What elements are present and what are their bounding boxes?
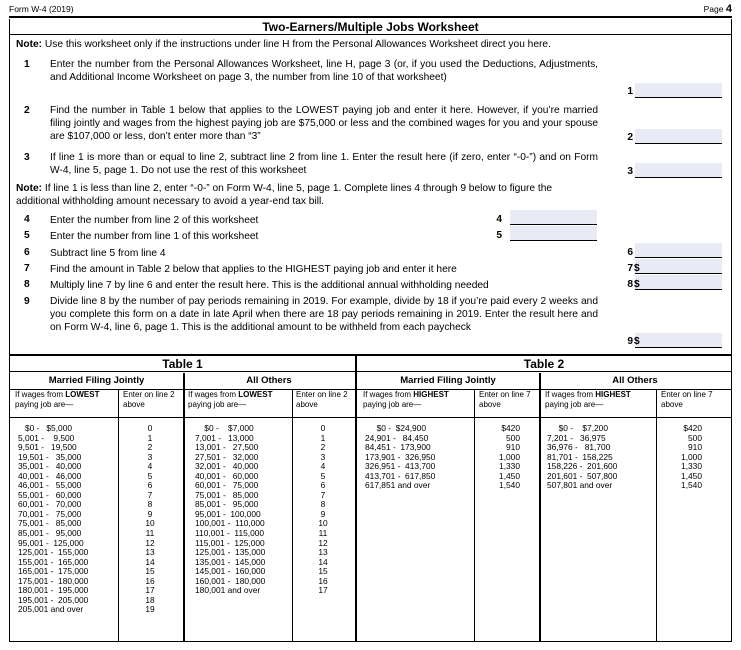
line-number: 5: [24, 230, 30, 241]
line-9-text: Divide line 8 by the number of pay periods remaining in 2019. For example, divide by 18 if you’re paid every 2 weeks and you complete this form on a date in late April when there are 18 pay periods remaining in 2019. Enter the result here and on Form W-4, line 6, page 1. This is the additional amount to be withheld from each paycheck: [50, 296, 598, 333]
line-number: 2: [24, 105, 30, 116]
table-1-mfj-wages: $0 - $5,000 5,001 - 9,500 9,501 - 19,500 19,501 - 35,000 35,001 - 40,000 40,001 - 46,000 46,001 - 55,000 55,001 - 60,000 60,001 - 70,000 70,001 - 75,000 75,001 - 85,000 85,001 - 95,000 95,001 - 125,000 125,001 - 155,000 155,001 - 165,000 165,001 - 175,000 175,001 - 180,000 180,001 - 195,000 195,001 - 205,000 205,001 and over: [18, 423, 89, 615]
table-1-mfj-wage-header: If wages from LOWEST paying job are—: [15, 390, 100, 409]
table-2-others-wage-header: If wages from HIGHEST paying job are—: [545, 390, 631, 409]
worksheet-title: Two-Earners/Multiple Jobs Worksheet: [10, 19, 731, 35]
table-2-others-values: $420 500 910 1,000 1,330 1,450 1,540: [681, 423, 702, 491]
dollar-sign: $: [634, 336, 640, 347]
line-9-input[interactable]: [635, 333, 722, 348]
table-2-mfj-heading: Married Filing Jointly: [400, 375, 496, 386]
table-1-mfj-heading: Married Filing Jointly: [48, 375, 145, 386]
line-number: 3: [24, 152, 30, 163]
table-1-others-wages: $0 - $7,000 7,001 - 13,000 13,001 - 27,500 27,501 - 32,000 32,001 - 40,000 40,001 - 60,000 60,001 - 75,000 75,001 - 85,000 85,001 - 95,000 95,001 - 100,000 100,001 - 110,000 110,001 - 115,000 115,001 - 125,000 125,001 - 135,000 135,001 - 145,000 145,001 - 160,000 160,001 - 180,000 180,001 and over: [195, 423, 266, 596]
line-3-input[interactable]: [635, 163, 722, 178]
table-divider: [355, 356, 357, 641]
table-2-mfj-enter-header: Enter on line 7 above: [479, 390, 531, 409]
line-number: 1: [24, 59, 30, 70]
line-number: 8: [24, 279, 30, 290]
table-2-mfj-wage-header: If wages from HIGHEST paying job are—: [363, 390, 449, 409]
rule: [474, 390, 475, 641]
line-3-label: 3: [627, 166, 633, 177]
table-1-others-enter-header: Enter on line 2 above: [296, 390, 348, 409]
line-number: 4: [24, 214, 30, 225]
line-number: 7: [24, 263, 30, 274]
table-2-mfj-wages: $0 - $24,900 24,901 - 84,450 84,451 - 173,900 173,901 - 326,950 326,951 - 413,700 413,701 - 617,850 617,851 and over: [365, 423, 436, 491]
rule: [357, 417, 731, 418]
table-1-others-wage-header: If wages from LOWEST paying job are—: [188, 390, 273, 409]
line-1-text: Enter the number from the Personal Allowances Worksheet, line H, page 3 (or, if you used the Deductions, Adjustments, and Additional Income Worksheet on page 3, the number from line 10 of that worksheet): [50, 59, 598, 83]
table-1-title: Table 1: [10, 356, 355, 372]
line-2-text: Find the number in Table 1 below that applies to the LOWEST paying job and enter it here. However, if you’re married filing jointly and wages from the highest paying job are $75,000 or less and the combined wages for you and your spouse are $107,000 or less, don’t enter more than “3”: [50, 105, 598, 142]
line-6-input[interactable]: [635, 243, 722, 258]
line-number: 6: [24, 247, 30, 258]
line-5-label: 5: [496, 230, 502, 241]
line-number: 9: [24, 296, 30, 307]
rule: [656, 390, 657, 641]
page-number: Page 4: [703, 3, 732, 15]
line-5-text: Enter the number from line 1 of this worksheet: [50, 231, 259, 242]
line-6-text: Subtract line 5 from line 4: [50, 248, 166, 259]
line-7-input[interactable]: [635, 259, 722, 274]
table-2-title: Table 2: [357, 356, 731, 372]
rule: [539, 373, 541, 641]
line-8-text: Multiply line 7 by line 6 and enter the result here. This is the additional annual withholding needed: [50, 280, 489, 291]
line-5-input[interactable]: [510, 226, 597, 241]
line-9-label: 9: [627, 336, 633, 347]
line-2-input[interactable]: [635, 129, 722, 144]
note-top: Note: Use this worksheet only if the instructions under line H from the Personal Allowances Worksheet direct you here.: [16, 39, 551, 50]
table-1-mfj-values: 0 1 2 3 4 5 6 7 8 9 10 11 12 13 14 15 16 17 18 19: [145, 423, 155, 615]
note-less-than: Note: If line 1 is less than line 2, enter “-0-” on Form W-4, line 5, page 1. Complete lines 4 through 9 below to figure the additional withholding amount necessary to avoid a year-end tax bill.: [16, 183, 553, 207]
table-1-others-heading: All Others: [246, 375, 292, 386]
worksheet-frame: [9, 19, 732, 642]
table-2-others-heading: All Others: [612, 375, 658, 386]
line-4-label: 4: [496, 214, 502, 225]
line-8-input[interactable]: [635, 275, 722, 290]
table-1-mfj-enter-header: Enter on line 2 above: [123, 390, 175, 409]
table-2-others-enter-header: Enter on line 7 above: [661, 390, 713, 409]
form-name: Form W-4 (2019): [9, 4, 74, 14]
line-3-text: If line 1 is more than or equal to line 2, subtract line 2 from line 1. Enter the result here (if zero, enter “-0-”) and on Form W-4, line 5, page 1. Do not use the rest of this worksheet: [50, 152, 598, 176]
rule: [183, 373, 185, 641]
table-1-others-values: 0 1 2 3 4 5 6 7 8 9 10 11 12 13 14 15 16 17: [318, 423, 328, 596]
rule: [118, 390, 119, 641]
line-8-label: 8: [627, 279, 633, 290]
line-1-input[interactable]: [635, 83, 722, 98]
dollar-sign: $: [634, 279, 640, 290]
table-2-others-wages: $0 - $7,200 7,201 - 36,975 36,976 - 81,700 81,701 - 158,225 158,226 - 201,600 201,601 - 507,800 507,801 and over: [547, 423, 618, 491]
page-header: [9, 4, 732, 18]
table-2-mfj-values: $420 500 910 1,000 1,330 1,450 1,540: [499, 423, 520, 491]
line-7-label: 7: [627, 263, 633, 274]
line-4-text: Enter the number from line 2 of this worksheet: [50, 215, 259, 226]
line-7-text: Find the amount in Table 2 below that applies to the HIGHEST paying job and enter it here: [50, 264, 457, 275]
line-2-label: 2: [627, 132, 633, 143]
line-6-label: 6: [627, 247, 633, 258]
line-1-label: 1: [627, 86, 633, 97]
tables-section: [10, 354, 731, 641]
rule: [292, 390, 293, 641]
line-4-input[interactable]: [510, 210, 597, 225]
dollar-sign: $: [634, 263, 640, 274]
